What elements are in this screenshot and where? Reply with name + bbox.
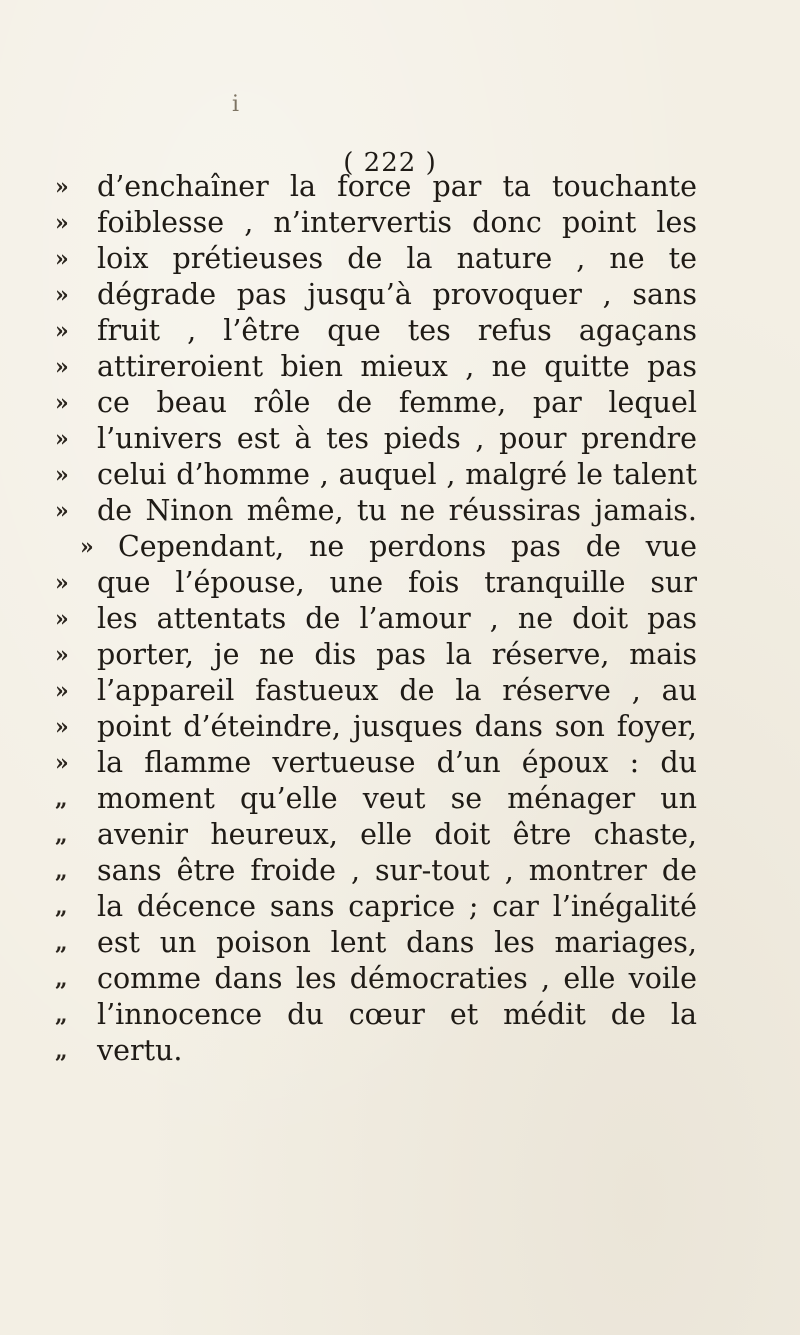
line-text: loix prétieuses de la nature , ne te [97,242,697,275]
line-text: les attentats de l’amour , ne doit pas [97,602,697,635]
line-text: que l’épouse, une fois tranquille sur [97,566,697,599]
line-text: vertu. [97,1034,183,1067]
quote-mark: » [55,750,69,776]
line-text: de Ninon même, tu ne réussiras jamais. [97,494,697,527]
line-text: l’univers est à tes pieds , pour prendre [97,422,697,455]
stray-mark: i [232,92,240,117]
line-text: celui d’homme , auquel , malgré le talent [97,458,697,491]
line-text: l’innocence du cœur et médit de la [97,998,697,1031]
quote-mark: „ [55,1038,68,1064]
quote-mark: » [55,318,69,344]
quote-mark: » [55,282,69,308]
quote-mark: » [55,354,69,380]
quote-mark: » [55,714,69,740]
line-text: comme dans les démocraties , elle voile [97,962,697,995]
quote-mark: „ [55,930,68,956]
quote-mark: » [55,426,69,452]
line-text: avenir heureux, elle doit être chaste, [97,818,697,851]
quote-mark: » [55,246,69,272]
line-text: Cependant, ne perdons pas de vue [118,530,697,563]
quote-mark: » [55,678,69,704]
line-text: la décence sans caprice ; car l’inégalité [97,890,697,923]
quote-mark: „ [55,858,68,884]
quote-mark: » [55,462,69,488]
quote-mark: » [55,642,69,668]
quote-mark: „ [55,966,68,992]
line-text: dégrade pas jusqu’à provoquer , sans [97,278,697,311]
quote-mark: „ [55,822,68,848]
quote-mark: » [55,498,69,524]
quote-mark: » [55,174,69,200]
quote-mark: » [55,570,69,596]
line-text: foiblesse , n’intervertis donc point les [97,206,697,239]
line-text: sans être froide , sur-tout , montrer de [97,854,697,887]
line-text: moment qu’elle veut se ménager un [97,782,697,815]
line-text: attireroient bien mieux , ne quitte pas [97,350,697,383]
quote-mark: » [55,210,69,236]
line-text: ce beau rôle de femme, par lequel [97,386,697,419]
quote-mark: » [55,606,69,632]
quote-mark: „ [55,786,68,812]
line-text: d’enchaîner la force par ta touchante [97,170,697,203]
line-text: point d’éteindre, jusques dans son foyer, [97,710,697,743]
line-text: porter, je ne dis pas la réserve, mais [97,638,697,671]
line-text: est un poison lent dans les mariages, [97,926,697,959]
line-text: la flamme vertueuse d’un époux : du [97,746,697,779]
quote-mark: » [80,534,94,560]
line-text: fruit , l’être que tes refus agaçans [97,314,697,347]
quote-mark: „ [55,1002,68,1028]
quote-mark: „ [55,894,68,920]
page-number: ( 222 ) [343,148,437,178]
quote-mark: » [55,390,69,416]
line-text: l’appareil fastueux de la réserve , au [97,674,697,707]
